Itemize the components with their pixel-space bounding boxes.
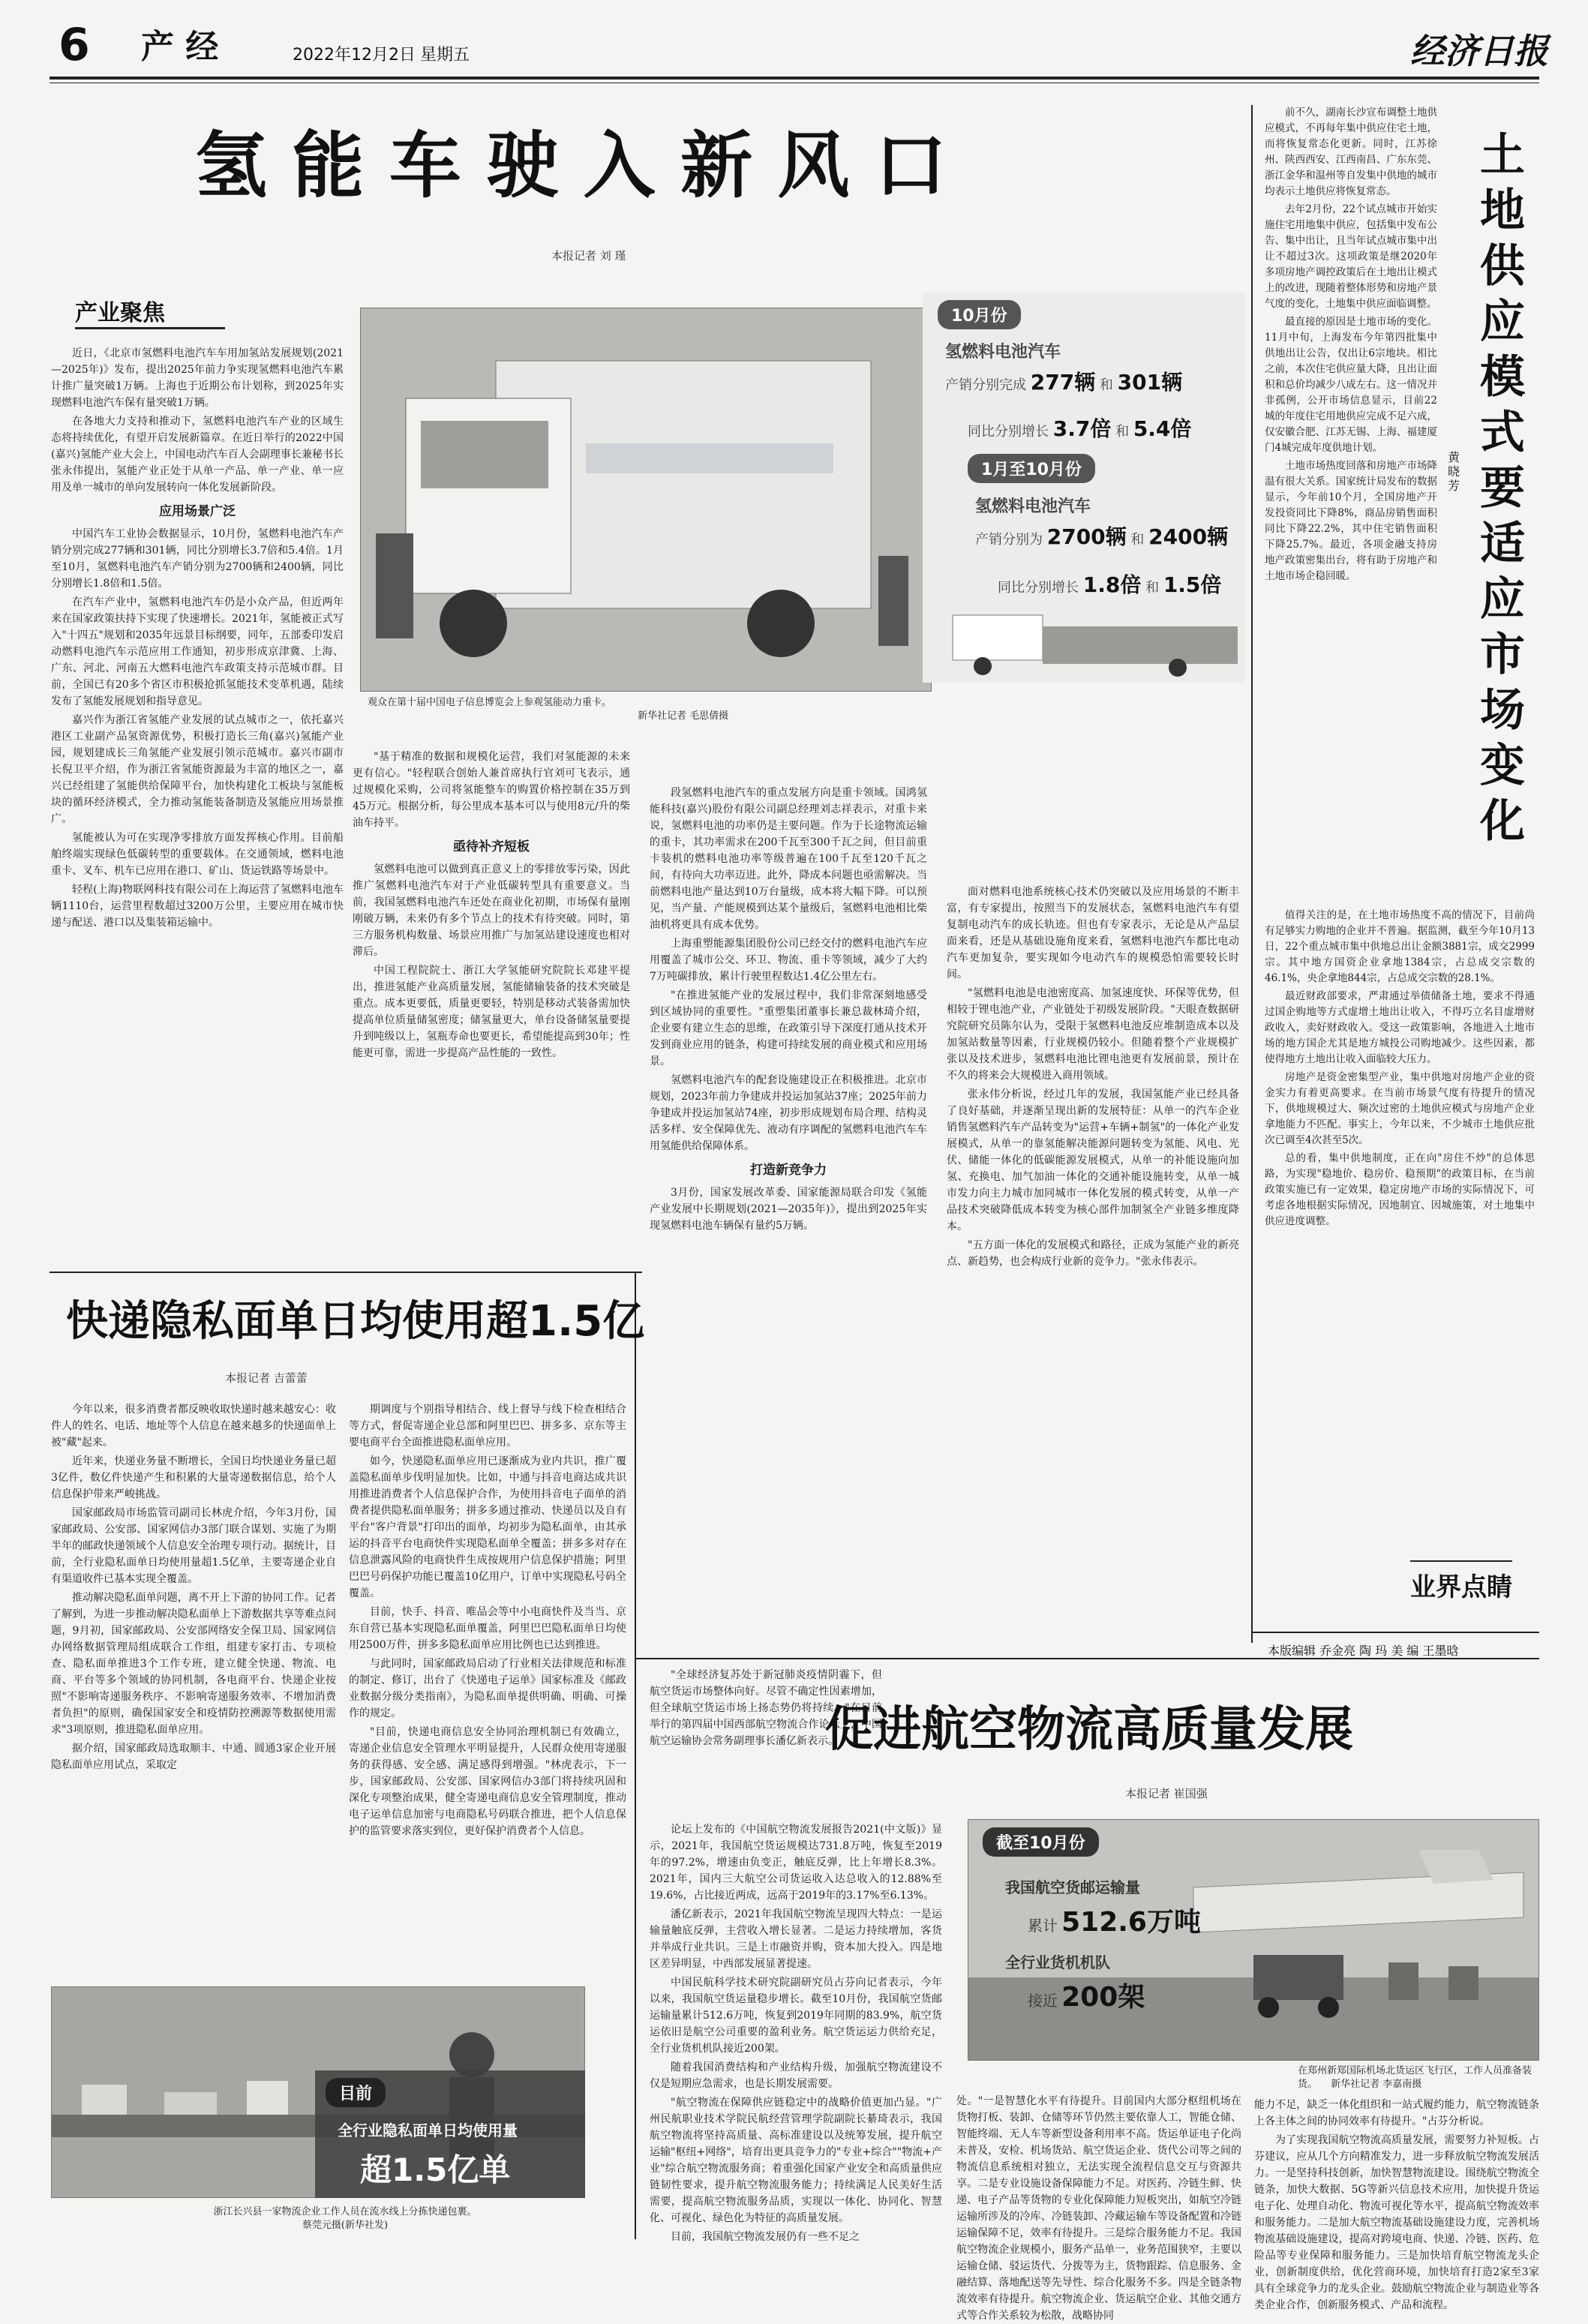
- value: 301辆: [1117, 370, 1183, 395]
- subheading-shortcomings: 亟待补齐短板: [453, 839, 530, 854]
- paragraph: 中国工程院院士、浙江大学氢能研究院院长邓建平提出，推进氢能产业高质量发展，氢能储输装备的技术突破是重点。成本更要低，质量更要轻，特别是移动式装备需加快提高单位质量储氢密度；储氢量更大，单台设备储氢量要提升到吨级以上，氢瓶寿命也要更长，希望能提高到30年；性能更可靠，需进一步提高产品性能的一致性。: [353, 965, 630, 1059]
- masthead-rule: [50, 77, 1539, 80]
- paragraph: 氢能被认为可在实现净零排放方面发挥核心作用。目前船舶终端实现绿色低碳转型的重要载体。在交通领域，燃料电池重卡、叉车、机车已应用在港口、矿山、货运铁路等场景中。: [51, 832, 344, 877]
- infographic-line-2: [968, 413, 1191, 443]
- privacy-value: 超1.5亿单: [360, 2151, 511, 2188]
- truck-illustration: [361, 308, 931, 691]
- paragraph: 目前，快手、抖音、唯品会等中小电商快件及当当、京东自营已基本实现隐私面单覆盖，阿里巴巴隐私面单日均使用2500万件，拼多多隐私面单应用比例也已达到推进。: [349, 1606, 626, 1651]
- paragraph: "在推进氢能产业的发展过程中，我们非常深刻地感受到区域协同的重要性。"重塑集团董事长兼总裁林琦介绍，企业要有建立生态的思维，在政策引导下深度打通从技术开发到商业应用的链条，构建可持续发展的商业模式和应用场景。: [650, 989, 927, 1067]
- issue-weekday: 星期五: [420, 46, 470, 65]
- article-1-col-3: [650, 785, 927, 1625]
- infographic-month-tag: 10月份: [938, 300, 1021, 329]
- text: 同比分别增长: [968, 424, 1049, 440]
- paragraph: 面对燃料电池系统核心技术仍突破以及应用场景的不断丰富，有专家提出，按照当下的发展状态，氢燃料电池汽车有望复制电动汽车的成长轨迹。但也有专家表示，无论是从产品层面来看，还是从基础设施角度来看，氢燃料电池汽车都比电动汽车更加复杂，要实现如今电动汽车的规模恐怕需要较长时间。: [947, 886, 1239, 980]
- value: 3.7倍: [1052, 416, 1112, 441]
- value: 277辆: [1030, 370, 1096, 395]
- caption-credit: 新华社记者 李嘉南摄: [1331, 2079, 1422, 2090]
- text: 累计: [1028, 1917, 1058, 1935]
- paragraph: 推动解决隐私面单问题，离不开上下游的协同工作。记者了解到，为进一步推动解决隐私面单上下游数据共享等难点问题，9月初，国家邮政局、公安部网络安全保卫局、国家网信办网络数据管理局组成联合工作组，组建专家打击、专项检查、隐私面单推进3个工作专班，建立健全快递、物流、电商、平台等多个领域的协同机制，各电商平台、快递企业按照"不影响寄递服务秩序、不影响寄递服务效率、不增加消费者负担"的原则，确保国家安全和疫情防控溯源等数据使用需求"3项原则，推进隐私面单应用。: [51, 1592, 336, 1736]
- page-editors: 本版编辑 乔金亮 陶 玛 美 编 王墨晗: [1268, 1644, 1459, 1658]
- paragraph: 在各地大力支持和推动下，氢燃料电池汽车产业的区域生态将持续优化，有望开启发展新篇章。在近日举行的2022中国(嘉兴)氢能产业大会上，中国电动汽车百人会副理事长兼秘书长张永伟提出，氢能产业正处于从单一产品、单一产业、单一应用及单一城市的单向发展转向一体化发展新阶段。: [51, 416, 344, 494]
- sidebar-footer-tag: [1410, 1560, 1512, 1603]
- paragraph: 嘉兴作为浙江省氢能产业发展的试点城市之一，依托嘉兴港区工业副产品氢资源优势，积极打造长三角(嘉兴)氢能产业园，规划建成长三角氢能产业发展引领示范城市。嘉兴市副市长倪卫平介绍，作为浙江省氢能资源最为丰富的地区之一，嘉兴已经组建了氢能供给保障平台，加快构建化工板块与氢能板块的循环经济模式，全力推动氢能装备制造及氢能应用场景推广。: [51, 714, 344, 825]
- sidebar-left-rule: [1251, 105, 1253, 1643]
- paragraph: 期调度与个别指导相结合、线上督导与线下检查相结合等方式，督促寄递企业总部和阿里巴巴、拼多多、京东等主要电商平台全面推进隐私面单应用。: [349, 1404, 626, 1449]
- paragraph: 如今，快递隐私面单应用已逐渐成为业内共识，推广覆盖隐私面单步伐明显加快。比如，中通与抖音电商达成共识用推进消费者个人信息保护合作，为使用抖音电子面单的消费者提供隐私面单服务；拼多多通过推动、快递员以及自有平台"客户背景"打印出的面单，均初步为隐私面单，由其承运的抖音平台电商快件实现隐私面单全覆盖；拼多多对存在信息泄露风险的电商快件生成按规用户信息保护措施；阿里巴巴号码保护功能已覆盖10亿用户，订单中实现隐私号码全覆盖。: [349, 1455, 626, 1599]
- paragraph: 据介绍，国家邮政局选取顺丰、中通、圆通3家企业开展隐私面单应用试点，采取定: [51, 1743, 336, 1771]
- aviation-tag: 截至10月份: [983, 1827, 1099, 1857]
- text: 和: [1099, 377, 1113, 393]
- caption-text: 浙江长兴县一家物流企业工作人员在流水线上分拣快递包裹。: [213, 2206, 477, 2217]
- article-3-title: 促进航空物流高质量发展: [825, 1702, 1353, 1758]
- caption-credit: 新华社记者 毛思倩摄: [638, 710, 729, 722]
- paragraph: 近年来，快递业务量不断增长，全国日均快递业务量已超3亿件，数亿件快递产生和积累的大量寄递数据信息，给个人信息保护带来严峻挑战。: [51, 1455, 336, 1500]
- paragraph: 前不久，湖南长沙宣布调整土地供应模式，不再每年集中供应住宅土地，而将恢复常态化更新。同时，江苏徐州、陕西西安、江西南昌、广东东莞、浙江金华和温州等自发集中供地的城市均表示土地供应将恢复常态。: [1265, 107, 1437, 197]
- value: 200架: [1061, 1982, 1145, 2013]
- aviation-line-2: [1028, 1976, 1145, 2014]
- hydrogen-infographic: [923, 293, 1245, 683]
- article-3-top-rule: [636, 1658, 1539, 1659]
- section-name: 产 经: [141, 28, 219, 66]
- privacy-tag: 目前: [326, 2078, 386, 2107]
- paragraph: 段氢燃料电池汽车的重点发展方向是重卡领域。国鸿氢能科技(嘉兴)股份有限公司副总经理刘志祥表示，对重卡来说，氢燃料电池的功率仍是主要问题。作为于长途物流运输的重卡，其功率需求在200千瓦至300千瓦之间，但目前重卡装机的燃料电池功率等级普遍在100千瓦至120千瓦之间，有待向大功率迈进。此外，降成本问题也亟需解决。当前燃料电池产量达到10万台量级，成本将大幅下降。可以预见，当产量、产能规模到达某个量级后，氢燃料电池相比柴油机将更具有成本优势。: [650, 787, 927, 931]
- sidebar-title: 土地供应模式要适应市场变化: [1480, 129, 1525, 848]
- paragraph: 值得关注的是，在土地市场热度不高的情况下，目前尚有足够实力购地的企业并不普遍。据监测，截至今年10月13日，22个重点城市集中供地总出让金额3881宗，成交2999宗。其中地方国资企业拿地1384宗，占总成交宗数的46.1%，央企拿地844宗，占总成交宗数的28.1%。: [1265, 909, 1535, 984]
- value: 2400辆: [1148, 524, 1229, 549]
- paragraph: 张永伟分析说，经过几年的发展，我国氢能产业已经具备了良好基础，并逐渐呈现出新的发展特征：从单一的汽车企业销售氢燃料汽车产品转变为"运营+车辆+制氢"的一体化产业发展模式，从单一的靠氢能解决能源问题转变为氢能、风电、光伏、储能一体化的低碳能源发展模式，从单一的补能设施向加氢、充换电、加气加油一体化的交通补能设施转变，从单一城市发力向主力城市加同城市一体化发展的模式转变，从单一产品技术突破降低成本转变为核心部件加制氢全产业链多维度降本。: [947, 1088, 1239, 1233]
- paragraph: 轻程(上海)物联网科技有限公司在上海运营了氢燃料电池车辆1110台，运营里程数超过3200万公里，主要应用在城市快递与配送、港口以及集装箱运输中。: [51, 884, 344, 929]
- paragraph: 最直接的原因是土地市场的变化。11月中旬，上海发布今年第四批集中供地出让公告，仅出让6宗地块。相比之前，本次住宅供应量大降，且出让面积和总价均减少八成左右。这一情况并非孤例，公开市场信息显示，目前22城的年度住宅用地供应完成不足六成，仅安徽合肥、江苏无锡、上海、福建厦门4城完成年度供地计划。: [1265, 316, 1437, 454]
- paragraph: 氢燃料电池汽车的配套设施建设正在积极推进。北京市规划，2023年前力争建成并投运加氢站37座；2025年前力争建成并投运加氢站74座，初步形成规划布局合理、结构灵活多样、安全保障优先、液动有序调配的氢燃料电池汽车车用氢能供给保障体系。: [650, 1074, 927, 1152]
- infographic-period-tag: 1月至10月份: [968, 454, 1095, 483]
- text: 接近: [1028, 1992, 1058, 2010]
- paragraph: 氢燃料电池可以做到真正意义上的零排放零污染，因此推广氢燃料电池汽车对于产业低碳转型具有重要意义。当前，我国氢燃料电池汽车还处在商业化初期，市场保有量刚刚破万辆，未来仍有多个节点上的技术有待突破。同时，第三方服务机构数量、场景应用推广与加氢站建设速度也相对滞后。: [353, 863, 630, 958]
- editors-rule: [1251, 1632, 1539, 1633]
- article-2-col-2: [349, 1401, 626, 1979]
- subheading-competitiveness: 打造新竞争力: [750, 1163, 827, 1178]
- paragraph: 总的看，集中供地制度，正在向"房住不炒"的总体思路，为实现"稳地价、稳房价、稳预期"的政策目标，在当前政策实施已有一定效果，稳定房地产市场的实际情况下，可考虑各地根据实际情况，因地制宜、因城施策，对土地集中供应进度调整。: [1265, 1152, 1535, 1227]
- paragraph: 能力不足，缺乏一体化组织和一站式履约能力，航空物流链条上各主体之间的协同效率有待提升。"占芬分析说。: [1254, 2099, 1539, 2127]
- article-2-right-rule: [635, 1272, 636, 2239]
- infographic-label-2: 氢燃料电池汽车: [975, 497, 1091, 516]
- sidebar-text-bottom: [1265, 908, 1535, 1553]
- newspaper-logo: 经济日报: [1410, 31, 1548, 71]
- caption-text: 在郑州新郑国际机场北货运区飞行区，工作人员准备装货。: [1298, 2065, 1532, 2090]
- infographic-line-4: [998, 569, 1221, 599]
- paragraph: 中国民航科学技术研究院副研究员占芬向记者表示，今年以来，我国航空货运量稳步增长。截至10月份，我国航空货邮运输量累计512.6万吨，恢复到2019年同期的83.9%，航空货运依旧是航空公司重要的盈利业务。航空货运运力供给充足，全行业货机机队接近200架。: [650, 1977, 942, 2055]
- paragraph: "目前，快递电商信息安全协同治理机制已有效确立，寄递企业信息安全管理水平明显提升，人民群众使用寄递服务的获得感、安全感、满足感得到增强。"林虎表示，下一步，国家邮政局、公安部、国家网信办3部门将持续巩固和深化专项整治成果，健全寄递电商信息安全管理制度，推动电子运单信息加密与电商隐私号码联合推进，把个人信息保护的监管要求落实到位，更好保护消费者个人信息。: [349, 1726, 626, 1837]
- sidebar-text-top: [1265, 105, 1437, 900]
- aviation-line-1: [1028, 1901, 1201, 1939]
- mini-truck-icon: [953, 608, 1238, 679]
- infographic-line-3: [975, 521, 1228, 551]
- paragraph: 处。"一是智慧化水平有待提升。目前国内大部分枢纽机场在货物打板、装卸、仓储等环节仍然主要依靠人工，智能仓储、智能终端、无人车等新型设备利用率不高。货运单证电子化尚未普及，安检、机场货站、航空货运企业、货代公司等之间的物流信息系统相对独立，无法实现全流程信息交互与资源共享。二是专业设施设备保障能力不足。对医药、冷链生鲜、快递、电子产品等货物的专业化保障能力短板突出，如航空冷链运输所涉及的冷库、冷链装卸、冷藏运输车等设备配置和冷链运输保障不足，效率有待提升。三是综合服务能力不足。我国航空物流企业规模小，服务产品单一，业务范围狭窄，主要以运输仓储、驳运货代、分拨等为主，货物跟踪、信息服务、金融结算、落地配送等先导性、综合化服务不多。四是全链条物流效率有待提升。航空物流企业、货运航空企业、其他交通方式等合作关系较为松散，战略协同: [956, 2095, 1241, 2322]
- article-3-byline: 本报记者 崔国强: [1125, 1787, 1208, 1800]
- paragraph: 国家邮政局市场监管司副司长林虎介绍，今年3月份，国家邮政局、公安部、国家网信办3部门联合谋划、实施了为期半年的邮政快递领域个人信息安全治理专项行动。据统计，目前，全行业隐私面单日均使用量超1.5亿单，主要寄递企业自有渠道收件已基本实现全覆盖。: [51, 1507, 336, 1585]
- paragraph: 最近财政部要求，严肃通过举债储备土地，要求不得通过国企购地等方式虚增土地出让收入，不得巧立名目虚增财政收入，卖好财政收入。受这一政策影响，各地进入土地市场的地方国企尤其是地方城投公司购地减少。这些因素，都使得地方土地出让收入面临较大压力。: [1265, 990, 1535, 1065]
- article-2-photo-caption: [83, 2205, 608, 2232]
- article-3-col-2: [956, 2093, 1241, 2322]
- article-3-col-3: [1254, 2097, 1539, 2311]
- article-1-col-4: [947, 884, 1239, 1626]
- text: 同比分别增长: [998, 580, 1079, 596]
- paragraph: 目前，我国航空物流发展仍有一些不足之: [671, 2231, 860, 2243]
- aviation-infographic: [975, 1823, 1230, 2048]
- paragraph: 土地市场热度回落和房地产市场降温有很大关系。国家统计局发布的数据显示，今年前10个月，全国房地产开发投资同比下降8%，商品房销售面积同比下降22.2%，其中住宅销售面积下降25.7%。最近，各项金融支持房地产政策密集出台，将有助于房地产和土地市场企稳回暖。: [1265, 460, 1437, 582]
- aviation-label-1: 我国航空货邮运输量: [1005, 1878, 1140, 1896]
- paragraph: "基于精准的数据和规模化运营，我们对氢能源的未来更有信心。"轻程联合创始人兼首席执行官刘可飞表示，通过规模化采购，公司将氢能整车的购置价格控制在35万到45万元。根据分析，每公里成本基本可以与使用8元/升的柴油车持平。: [353, 751, 630, 829]
- paragraph: "航空物流在保障供应链稳定中的战略价值更加凸显。"广州民航职业技术学院民航经营管理学院副院长綦琦表示，我国航空物流将坚持高质量、高标准建设以及统筹发展，提升航空运输"枢纽+网络"，培育出更具竞争力的"专业+综合""物流+产业"综合航空物流服务商；着重强化国家产业安全和高质量供应链韧性要求，提升航空物流服务能力；持续满足人民美好生活需要，提高航空物流服务品质，实现以一体化、协同化、智慧化、可视化、绿色化为特征的高质量发展。: [650, 2097, 942, 2224]
- text: 产销分别为: [975, 532, 1043, 548]
- value: 1.8倍: [1082, 572, 1142, 597]
- paragraph: 中国汽车工业协会数据显示，10月份，氢燃料电池汽车产销分别完成277辆和301辆，同比分别增长3.7倍和5.4倍。1月至10月，氢燃料电池汽车产销分别为2700辆和2400辆，同比分别增长1.8倍和1.5倍。: [51, 528, 344, 590]
- text: 和: [1130, 532, 1145, 548]
- article-3-photo-caption: [1298, 2064, 1538, 2091]
- aviation-label-2: 全行业货机机队: [1005, 1953, 1110, 1971]
- paragraph: "全球经济复苏处于新冠肺炎疫情阴霾下，但航空货运市场整体向好。尽管不确定性因素增加，但全球航空货运市场上扬态势仍将持续。"在日前举行的第四届中国西部航空物流合作论坛上，中国航空运输协会常务副理事长潘亿新表示。: [650, 1669, 882, 1747]
- sidebar-author: 黄晓芳: [1448, 450, 1460, 493]
- value: 2700辆: [1046, 524, 1127, 549]
- footer-tag-label: 业界点睛: [1410, 1572, 1512, 1602]
- paragraph: 为了实现我国航空物流高质量发展，需要努力补短板。占芬建议，应从几个方向精准发力，进一步释放航空物流发展活力。一是坚持科技创新，加快智慧物流建设。围绕航空物流全链条，加快大数据、5G等新兴信息技术应用，加快提升货运电子化、处理自动化、物流可视化等水平，提高航空物流效率和服务能力。二是加大航空物流基础设施建设力度，完善机场物流基础设施建设，提高对跨境电商、快递、冷链、医药、危险品等专业保障和服务能力。三是加快培育航空物流龙头企业，创新制度供给，优化营商环境，加快培育打造2家至3家具有全球竞争力的龙头企业。鼓励航空物流企业与制造业等各类企业合作，创新服务模式、产品和流程。: [1254, 2134, 1539, 2311]
- article-1-photo-caption: [368, 696, 908, 723]
- text: 和: [1145, 580, 1160, 596]
- paragraph: 与此同时，国家邮政局启动了行业相关法律规范和标准的制定、修订，出台了《快递电子运单》国家标准及《邮政业数据分级分类指南》，为隐私面单提供明确、明确、可操作的规定。: [349, 1658, 626, 1719]
- value: 1.5倍: [1163, 572, 1222, 597]
- paragraph: "五方面一体化的发展模式和路径，正成为氢能产业的新亮点、新趋势，也会构成行业新的竞争力。"张永伟表示。: [947, 1239, 1239, 1268]
- infographic-label-1: 氢燃料电池汽车: [945, 343, 1061, 362]
- paragraph: 房地产是资金密集型产业，集中供地对房地产企业的资金实力有着更高要求。在当前市场景气度有待提升的情况下，供地规模过大、频次过密的土地供应模式与房地产企业拿地能力不匹配。事实上，今年以来，不少城市土地供应批次已调至4次甚至5次。: [1265, 1071, 1535, 1146]
- paragraph: 去年2月份，22个试点城市开始实施住宅用地集中供应，包括集中发布公告、集中出让，且当年试点城市集中出让不超过3次。这项政策是继2020年多项房地产调控政策后在土地出让模式上的改进，现随着整体形势和房地产景气度的变化，土地集中供应面临调整。: [1265, 203, 1437, 310]
- article-2-top-rule: [50, 1272, 642, 1273]
- paragraph: 随着我国消费结构和产业结构升级，加强航空物流建设不仅是短期应急需求，也是长期发展需要。: [650, 2061, 942, 2090]
- truck-photo: [360, 308, 932, 692]
- page-number: 6: [59, 19, 90, 71]
- article-1-col-1: [51, 345, 344, 1189]
- article-2-col-1: [51, 1401, 336, 1975]
- privacy-infographic: [315, 2070, 585, 2198]
- paragraph: 上海重塑能源集团股份公司已经交付的燃料电池汽车应用覆盖了城市公交、环卫、物流、重卡等领域，减少了大约7万吨碳排放，累计行驶里程数达1.4亿公里左右。: [650, 938, 927, 983]
- infographic-line-1: [945, 366, 1182, 396]
- value: 512.6万吨: [1061, 1907, 1201, 1938]
- caption-credit: 蔡莞元摄(新华社发): [302, 2220, 389, 2231]
- article-2-byline: 本报记者 吉蕾蕾: [225, 1371, 308, 1385]
- article-1-col-2: [353, 749, 630, 1259]
- column-tag: [75, 294, 225, 329]
- paragraph: 今年以来，很多消费者都反映收取快递时越来越安心：收件人的姓名、电话、地址等个人信息在越来越多的快递面单上被"藏"起来。: [51, 1404, 336, 1449]
- paragraph: 论坛上发布的《中国航空物流发展报告2021(中文版)》显示，2021年，我国航空货运规模达731.8万吨，恢复至2019年的97.2%，增速由负变正，触底反弹，比上年增长8.3%。2021年，国内三大航空公司货运收入达总收入的12.88%至19.6%，占比接近两成，远高于2019年的3.17%至6.13%。: [650, 1824, 942, 1902]
- text: 产销分别完成: [945, 377, 1026, 393]
- subheading-scenarios: 应用场景广泛: [159, 504, 236, 519]
- paragraph: "氢燃料电池是电池密度高、加氢速度快、环保等优势，但相较于锂电池产业，产业链处于初级发展阶段。"天眼查数据研究院研究员陈尔认为，受限于氢燃料电池反应堆制造成本以及加氢站数量等因素，行业规模仍较小。但随着整个产业规模扩张以及技术进步，氢燃料电池比锂电池更有发展前景，预计在不久的将来会大规模进入商用领域。: [947, 987, 1239, 1082]
- article-3-col-1: [650, 1821, 942, 2241]
- paragraph: 近日，《北京市氢燃料电池汽车车用加氢站发展规划(2021—2025年)》发布，提出2025年前力争实现氢燃料电池汽车累计推广量突破1万辆。上海也于近期公布计划称，到2025年实现燃料电池汽车保有量突破1万辆。: [51, 347, 344, 409]
- column-tag-label: 产业聚焦: [75, 300, 165, 326]
- caption-text: 观众在第十届中国电子信息博览会上参观氢能动力重卡。: [368, 697, 612, 708]
- paragraph: 潘亿新表示，2021年我国航空物流呈现四大特点：一是运输量触底反弹，主营收入增长显著。二是运力持续增加，客货并举成行业共识。三是上市融资并购，资本加大投入。四是地区差异明显，中西部发展显著提速。: [650, 1908, 942, 1970]
- article-2-title: 快递隐私面单日均使用超1.5亿: [66, 1297, 645, 1346]
- paragraph: 在汽车产业中，氢燃料电池汽车仍是小众产品，但近两年来在国家政策扶持下实现了快速增长。2021年，氢能被正式写入"十四五"规划和2035年远景目标纲要，同年，五部委印发启动燃料电池汽车示范应用工作通知，初步形成京津冀、上海、广东、河北、河南五大燃料电池汽车政策支持示范城市群。目前，全国已有20多个省区市积极抢抓氢能技术变革机遇，陆续发布了氢能发展规划和指导意见。: [51, 596, 344, 707]
- value: 5.4倍: [1133, 416, 1192, 441]
- article-1-byline: 本报记者 刘 瑾: [551, 249, 626, 263]
- paragraph: 3月份，国家发展改革委、国家能源局联合印发《氢能产业发展中长期规划(2021—2035年)》，提出到2025年实现氢燃料电池车辆保有量约5万辆。: [650, 1187, 927, 1232]
- privacy-label: 全行业隐私面单日均使用量: [338, 2121, 518, 2139]
- text: 和: [1115, 424, 1130, 440]
- article-1-title: 氢 能 车 驶 入 新 风 口: [195, 124, 947, 208]
- issue-date: 2022年12月2日: [293, 46, 416, 65]
